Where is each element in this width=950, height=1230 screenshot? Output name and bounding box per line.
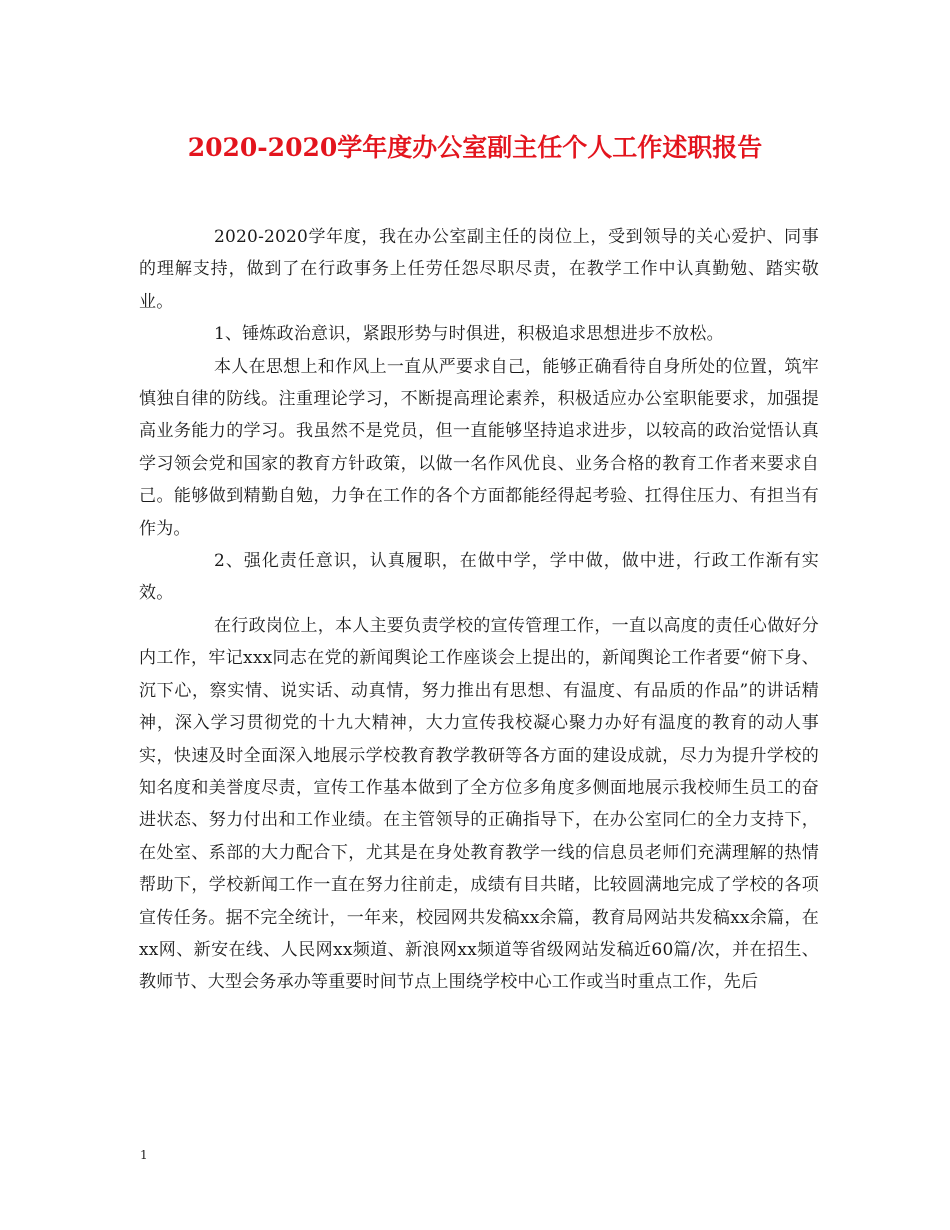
- document-body: [139, 221, 819, 999]
- section-2-paragraph: 在行政岗位上，本人主要负责学校的宣传管理工作，一直以高度的责任心做好分内工作，牢记xxx同志在党的新闻舆论工作座谈会上提出的，新闻舆论工作者要“俯下身、沉下心，察实情、说实话、动真情，努力推出有思想、有温度、有品质的作品”的讲话精神，深入学习贯彻党的十九大精神，大力宣传我校凝心聚力办好有温度的教育的动人事实，快速及时全面深入地展示学校教育教学教研等各方面的建设成就，尽力为提升学校的知名度和美誉度尽责，宣传工作基本做到了全方位多角度多侧面地展示我校师生员工的奋进状态、努力付出和工作业绩。在主管领导的正确指导下，在办公室同仁的全力支持下，在处室、系部的大力配合下，尤其是在身处教育教学一线的信息员老师们充满理解的热情帮助下，学校新闻工作一直在努力往前走，成绩有目共睹，比较圆满地完成了学校的各项宣传任务。据不完全统计，一年来，校园网共发稿xx余篇，教育局网站共发稿xx余篇，在xx网、新安在线、人民网xx频道、新浪网xx频道等省级网站发稿近60篇/次，并在招生、教师节、大型会务承办等重要时间节点上围绕学校中心工作或当时重点工作，先后: [139, 615, 819, 993]
- section-1-paragraph: 本人在思想上和作风上一直从严要求自己，能够正确看待自身所处的位置，筑牢慎独自律的防线。注重理论学习，不断提高理论素养，积极适应办公室职能要求，加强提高业务能力的学习。我虽然不是党员，但一直能够坚持追求进步，以较高的政治觉悟认真学习领会党和国家的教育方针政策，以做一名作风优良、业务合格的教育工作者来要求自己。能够做到精勤自勉，力争在工作的各个方面都能经得起考验、扛得住压力、有担当有作为。: [139, 356, 819, 539]
- intro-paragraph: 2020-2020学年度，我在办公室副主任的岗位上，受到领导的关心爱护、同事的理解支持，做到了在行政事务上任劳任怨尽职尽责，在教学工作中认真勤勉、踏实敬业。: [139, 227, 819, 312]
- section-heading-2: 2、强化责任意识，认真履职，在做中学，学中做，做中进，行政工作渐有实效。: [139, 551, 819, 604]
- document-title: 2020-2020学年度办公室副主任个人工作述职报告: [187, 133, 763, 162]
- page-number: 1: [140, 1148, 148, 1162]
- section-heading-1: 1、锤炼政治意识，紧跟形势与时俱进，积极追求思想进步不放松。: [214, 324, 724, 345]
